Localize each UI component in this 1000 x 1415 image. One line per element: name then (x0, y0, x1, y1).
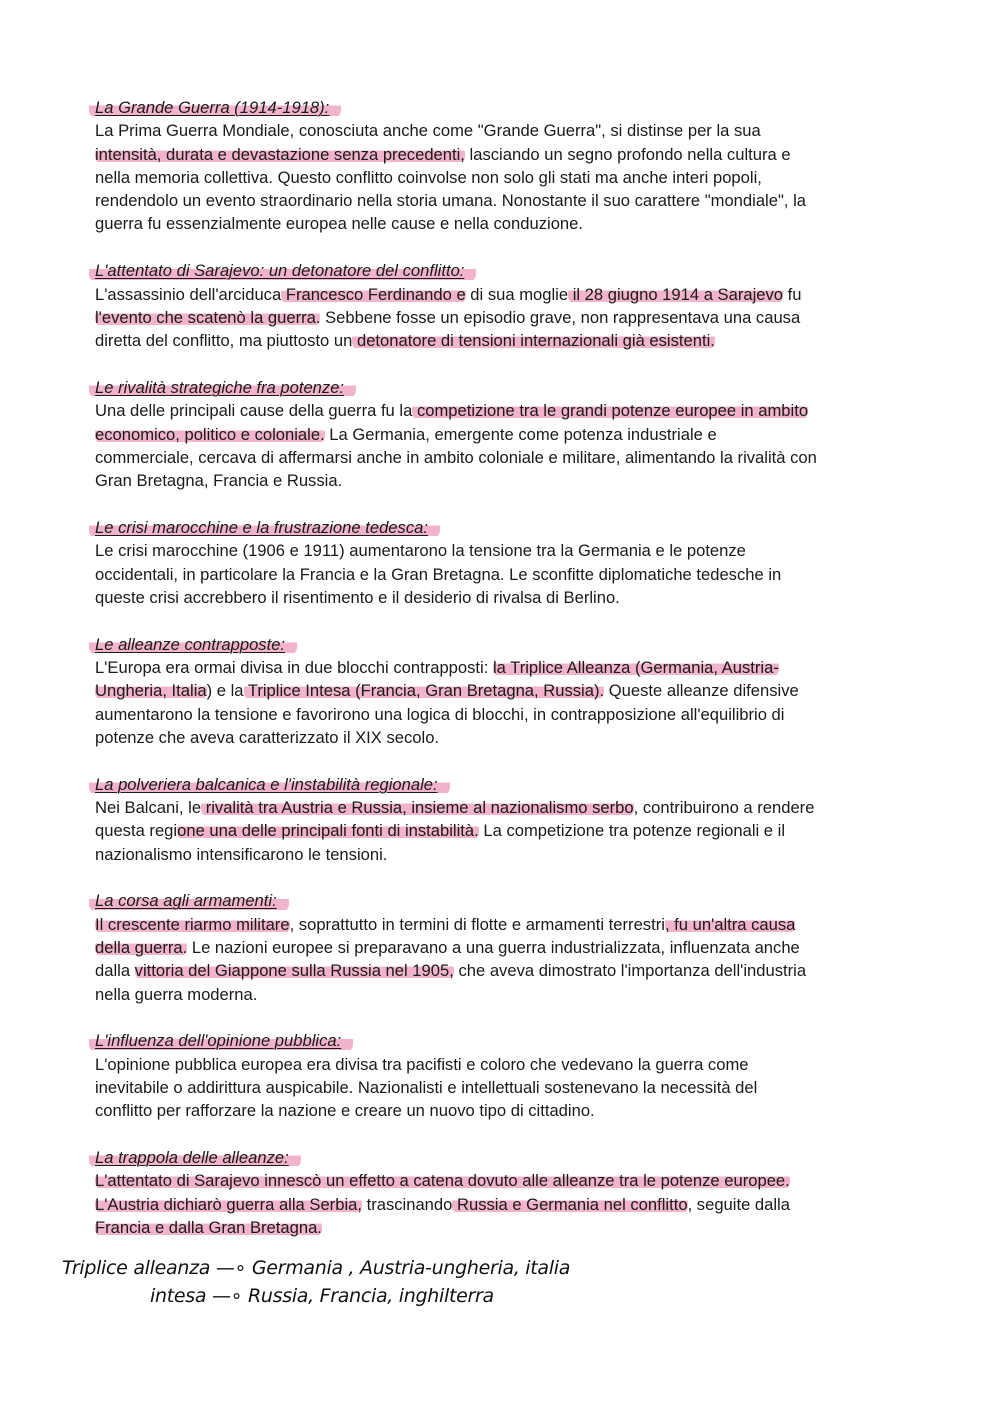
highlighted-text: della guerra. (95, 937, 188, 957)
text-run: L'Europa era ormai divisa in due blocchi contrapposti: (95, 657, 493, 677)
text-run: Una delle principali cause della guerra fu la (95, 401, 413, 421)
text-run: Sebbene fosse un episodio grave, non rappresentava una causa (320, 307, 801, 327)
section-heading: L'influenza dell'opinione pubblica: (89, 1029, 353, 1052)
section-heading: Le rivalità strategiche fra potenze: (89, 376, 356, 399)
highlighted-text: il 28 giugno 1914 a Sarajevo (568, 284, 784, 304)
paragraph-line (95, 959, 910, 982)
text-run: ) e la (206, 681, 244, 701)
text-run: Le crisi marocchine (1906 e 1911) aumentarono la tensione tra la Germania e le potenze (95, 541, 746, 561)
section (95, 633, 910, 749)
section (95, 1029, 910, 1122)
paragraph-line (95, 563, 910, 586)
highlighted-text: economico, politico e coloniale. (95, 424, 325, 444)
highlighted-text: Francia e dalla Gran Bretagna. (95, 1217, 322, 1237)
section (95, 376, 910, 492)
highlighted-text: intensità, durata e devastazione senza precedenti, (95, 144, 465, 164)
paragraph-line (95, 843, 910, 866)
text-run: di sua moglie (465, 284, 569, 304)
handwritten-note-2: intesa —∘ Russia, Francia, inghilterra (150, 1285, 494, 1307)
text-run: guerra fu essenzialmente europea nelle cause e nella conduzione. (95, 214, 584, 234)
text-run: La competizione tra potenze regionali e il (478, 821, 786, 841)
text-run: queste crisi accrebbero il risentimento e il desiderio di rivalsa di Berlino. (95, 587, 620, 607)
text-run: nella memoria collettiva. Questo conflitto coinvolse non solo gli stati ma anche interi popoli, (95, 167, 762, 187)
paragraph-line (95, 399, 910, 422)
section (95, 773, 910, 866)
text-run: fu (783, 284, 802, 304)
highlighted-text: L'attentato di Sarajevo innescò un effetto a catena dovuto alle alleanze tra le potenze europee. (95, 1171, 790, 1191)
paragraph-line (95, 423, 910, 446)
paragraph-line (95, 703, 910, 726)
text-run: che aveva dimostrato l'importanza dell'industria (453, 961, 807, 981)
paragraph-line (95, 469, 910, 492)
text-run: commerciale, cercava di affermarsi anche in ambito coloniale e militare, alimentando la rivalità con (95, 447, 817, 467)
section-heading: La polveriera balcanica e l'instabilità regionale: (89, 773, 450, 796)
text-run: , soprattutto in termini di flotte e armamenti terrestri (289, 914, 665, 934)
paragraph-line (95, 143, 910, 166)
text-run: nazionalismo intensificarono le tensioni. (95, 844, 388, 864)
text-run: nella guerra moderna. (95, 984, 258, 1004)
highlighted-text: rivalità tra Austria e Russia, insieme al nazionalismo serbo (201, 797, 634, 817)
section-heading: La Grande Guerra (1914-1918): (89, 96, 341, 119)
paragraph-line (95, 1076, 910, 1099)
text-run: rendendolo un evento straordinario nella storia umana. Nonostante il suo carattere "mondiale", la (95, 191, 806, 211)
text-run: , seguite dalla (687, 1194, 790, 1214)
paragraph-line (95, 166, 910, 189)
text-run: Nei Balcani, le (95, 797, 202, 817)
section (95, 259, 910, 352)
text-run: La Germania, emergente come potenza industriale e (324, 424, 717, 444)
document-body (95, 96, 910, 1263)
highlighted-text: Triplice Intesa (Francia, Gran Bretagna, Russia). (243, 681, 605, 701)
section-heading: Le alleanze contrapposte: (89, 633, 297, 656)
paragraph-line (95, 1193, 910, 1216)
section (95, 889, 910, 1005)
paragraph-line (95, 796, 910, 819)
section (95, 96, 910, 236)
text-run: diretta del conflitto, ma piuttosto un (95, 331, 353, 351)
paragraph-line (95, 656, 910, 679)
paragraph-line (95, 726, 910, 749)
paragraph-line (95, 1099, 910, 1122)
paragraph-line (95, 936, 910, 959)
text-run: dalla (95, 961, 135, 981)
text-run: , contribuirono a rendere (633, 797, 815, 817)
paragraph-line (95, 1053, 910, 1076)
section-heading: La trappola delle alleanze: (89, 1146, 301, 1169)
highlighted-text: la Triplice Alleanza (Germania, Austria- (492, 657, 779, 677)
text-run: conflitto per rafforzare la nazione e creare un nuovo tipo di cittadino. (95, 1101, 595, 1121)
text-run: L'assassinio dell'arciduca (95, 284, 282, 304)
highlighted-text: Francesco Ferdinando e (281, 284, 466, 304)
highlighted-text: Russia e Germania nel conflitto (452, 1194, 688, 1214)
paragraph-line (95, 329, 910, 352)
text-run: Queste alleanze difensive (604, 681, 799, 701)
text-run: questa regi (95, 821, 178, 841)
paragraph-line (95, 983, 910, 1006)
text-run: Le nazioni europee si preparavano a una guerra industrializzata, influenzata anche (187, 937, 800, 957)
highlighted-text: L'Austria dichiarò guerra alla Serbia, (95, 1194, 362, 1214)
paragraph-line (95, 819, 910, 842)
highlighted-text: Ungheria, Italia (95, 681, 207, 701)
section (95, 1146, 910, 1239)
section (95, 516, 910, 609)
highlighted-text: detonatore di tensioni internazionali già esistenti. (352, 331, 715, 351)
paragraph-line (95, 119, 910, 142)
text-run: lasciando un segno profondo nella cultura e (464, 144, 791, 164)
paragraph-line (95, 1169, 910, 1192)
text-run: L'opinione pubblica europea era divisa tra pacifisti e coloro che vedevano la guerra come (95, 1054, 749, 1074)
highlighted-text: one una delle principali fonti di instabilità. (177, 821, 479, 841)
paragraph-line (95, 306, 910, 329)
paragraph-line (95, 586, 910, 609)
paragraph-line (95, 1216, 910, 1239)
highlighted-text: l'evento che scatenò la guerra. (95, 307, 321, 327)
handwritten-notes (62, 1252, 682, 1314)
highlighted-text: competizione tra le grandi potenze europee in ambito (412, 401, 809, 421)
highlighted-text: , fu un'altra causa (664, 914, 796, 934)
text-run: potenze che aveva caratterizzato il XIX secolo. (95, 727, 440, 747)
section-heading: Le crisi marocchine e la frustrazione tedesca: (89, 516, 440, 539)
paragraph-line (95, 212, 910, 235)
text-run: occidentali, in particolare la Francia e la Gran Bretagna. Le sconfitte diplomatiche tedesche in (95, 564, 782, 584)
paragraph-line (95, 913, 910, 936)
paragraph-line (95, 679, 910, 702)
text-run: Gran Bretagna, Francia e Russia. (95, 471, 343, 491)
paragraph-line (95, 283, 910, 306)
highlighted-text: Il crescente riarmo militare (95, 914, 290, 934)
paragraph-line (95, 539, 910, 562)
paragraph-line (95, 446, 910, 469)
handwritten-note-1: Triplice alleanza —∘ Germania , Austria-ungheria, italia (62, 1257, 571, 1279)
text-run: trascinando (361, 1194, 453, 1214)
paragraph-line (95, 189, 910, 212)
highlighted-text: vittoria del Giappone sulla Russia nel 1905, (134, 961, 454, 981)
text-run: inevitabile o addirittura auspicabile. Nazionalisti e intellettuali sostenevano la necessità del (95, 1077, 758, 1097)
text-run: La Prima Guerra Mondiale, conosciuta anche come "Grande Guerra", si distinse per la sua (95, 121, 761, 141)
section-heading: La corsa agli armamenti: (89, 889, 289, 912)
section-heading: L'attentato di Sarajevo: un detonatore del conflitto: (89, 259, 476, 282)
text-run: aumentarono la tensione e favorirono una logica di blocchi, in contrapposizione all'equilibrio di (95, 704, 785, 724)
